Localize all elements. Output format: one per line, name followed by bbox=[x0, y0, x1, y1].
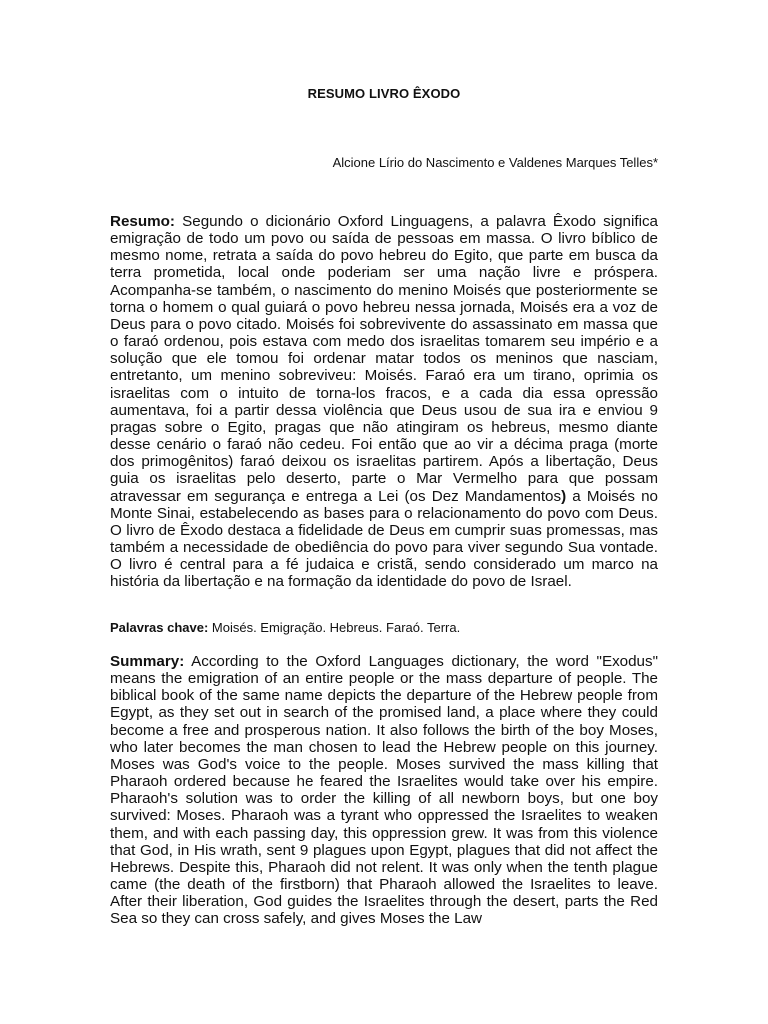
resumo-label: Resumo: bbox=[110, 213, 175, 230]
document-title: RESUMO LIVRO ÊXODO bbox=[307, 86, 461, 101]
summary-text: According to the Oxford Languages dictionary, the word "Exodus" means the emigration of an entire people or the mass departure of people. The biblical book of the same name depicts the departure of the Hebrew people from Egypt, as they set out in search of the promised land, a place where they could become a free and prosperous nation. It also follows the birth of the boy Moses, who later becomes the man chosen to lead the Hebrew people on this journey. Moses was God's voice to the people. Moses survived the mass killing that Pharaoh ordered because he feared the Israelites would take over his empire. Pharaoh's solution was to order the killing of all newborn boys, but one boy survived: Moses. Pharaoh was a tyrant who oppressed the Israelites to weaken them, and with each passing day, this oppression grew. It was from this violence that God, in His wrath, sent 9 plagues upon Egypt, plagues that did not affect the Hebrews. Despite this, Pharaoh did not relent. It was only when the tenth plague came (the death of the firstborn) that Pharaoh allowed the Israelites to leave. After their liberation, God guides the Israelites through the desert, parts the Red Sea so they can cross safely, and gives Moses the Law bbox=[110, 653, 658, 928]
keywords-label: Palavras chave: bbox=[110, 620, 209, 635]
abstract-portuguese bbox=[110, 213, 658, 590]
keywords-line bbox=[110, 620, 460, 635]
summary-label: Summary: bbox=[110, 653, 185, 670]
keywords-text: Moisés. Emigração. Hebreus. Faraó. Terra. bbox=[208, 620, 461, 635]
author-line: Alcione Lírio do Nascimento e Valdenes Marques Telles* bbox=[332, 155, 658, 170]
resumo-closing-paren: ) bbox=[561, 487, 567, 505]
resumo-text: Segundo o dicionário Oxford Linguagens, a palavra Êxodo significa emigração de todo um povo ou saída de pessoas em massa. O livro bíblico de mesmo nome, retrata a saída do povo hebreu do Egito, que parte em busca da terra prometida, local onde poderiam ser uma nação livre e próspera. Acompanha-se também, o nascimento do menino Moisés que posteriormente se torna o homem o qual guiará o povo hebreu nessa jornada, Moisés era a voz de Deus para o povo citado. Moisés foi sobrevivente do assassinato em massa que o faraó ordenou, pois estava com medo dos israelitas tomarem seu império e a solução que ele tomou foi ordenar matar todos os meninos que nasciam, entretanto, um menino sobreviveu: Moisés. Faraó era um tirano, oprimia os israelitas com o intuito de torna-los fracos, e a cada dia essa opressão aumentava, foi a partir dessa violência que Deus usou de sua ira e enviou 9 pragas sobre o Egito, pragas que não atingiram os hebreus, mesmo diante desse cenário o faraó não cedeu. Foi então que ao vir a décima praga (morte dos primogênitos) faraó deixou os israelitas partirem. Após a libertação, Deus guia os israelitas pelo deserto, parte o Mar Vermelho para que possam atravessar em segurança e entrega a Lei (os Dez Mandamentos bbox=[110, 213, 658, 505]
abstract-english bbox=[110, 653, 658, 928]
resumo-text-end: a Moisés no Monte Sinai, estabelecendo as bases para o relacionamento do povo com Deus. O livro de Êxodo destaca a fidelidade de Deus em cumprir suas promessas, mas também a necessidade de obediência do povo para viver segundo Sua vontade. O livro é central para a fé judaica e cristã, sendo considerado um marco na história da libertação e na formação da identidade do povo de Israel. bbox=[110, 487, 659, 591]
